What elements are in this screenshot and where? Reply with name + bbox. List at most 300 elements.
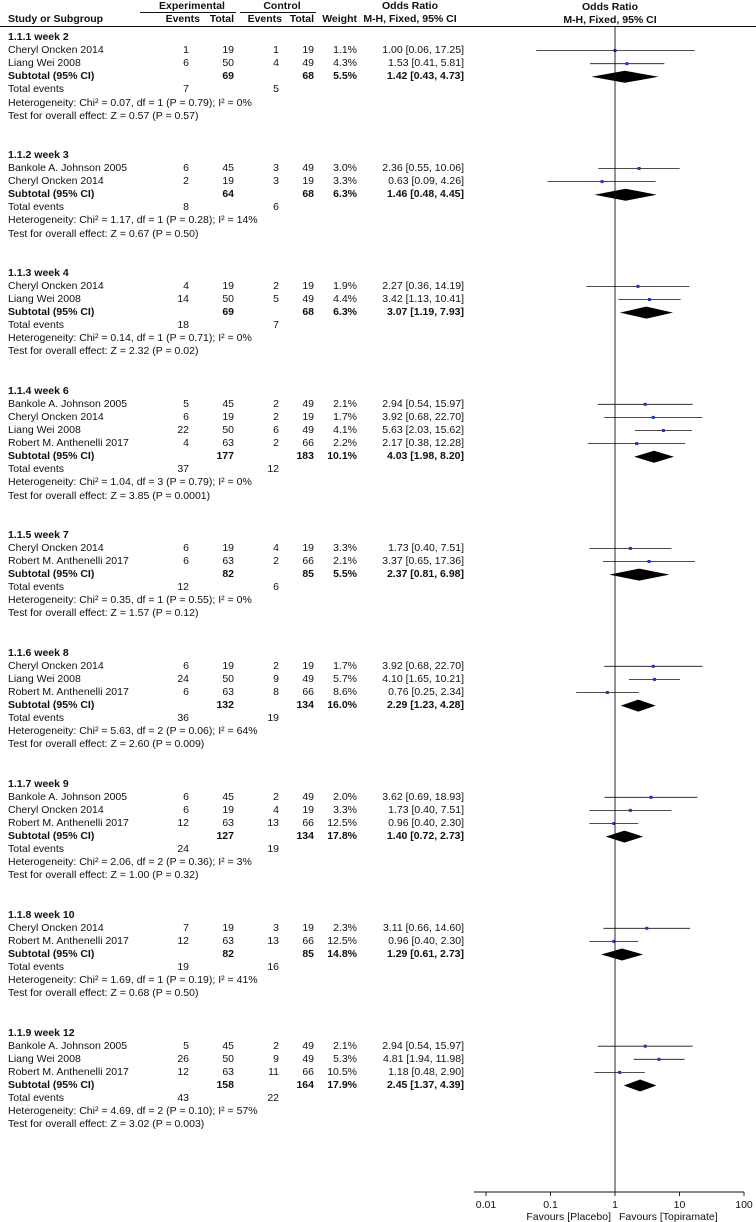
study-weight: 1.7% xyxy=(333,659,357,672)
study-weight: 2.1% xyxy=(333,1039,357,1052)
study-name: Cheryl Oncken 2014 xyxy=(8,175,104,188)
ctl-events: 2 xyxy=(273,555,279,567)
study-point xyxy=(636,285,639,288)
study-ci: 4.81 [1.94, 11.98] xyxy=(383,1052,464,1065)
ctl-total: 49 xyxy=(302,162,314,174)
study-weight: 2.3% xyxy=(333,921,357,934)
study-name: Liang Wei 2008 xyxy=(8,424,81,436)
study-name: Cheryl Oncken 2014 xyxy=(8,410,104,423)
ctl-events: 13 xyxy=(267,817,279,829)
study-name: Cheryl Oncken 2014 xyxy=(8,44,104,57)
study-weight: 4.3% xyxy=(333,57,357,70)
exp-events: 5 xyxy=(183,1039,189,1052)
study-name: Cheryl Oncken 2014 xyxy=(8,803,104,816)
study-name: Bankole A. Johnson 2005 xyxy=(8,790,128,803)
subgroup-label: 1.1.5 week 7 xyxy=(8,528,69,541)
ctl-total: 66 xyxy=(302,1065,314,1078)
study-weight: 2.1% xyxy=(333,555,357,567)
subtotal-ci: 4.03 [1.98, 8.20] xyxy=(386,450,464,463)
study-point xyxy=(629,547,632,550)
ctl-total: 66 xyxy=(302,934,314,947)
heterogeneity: Heterogeneity: Chi² = 0.35, df = 1 (P = 0.55); I² = 0% xyxy=(8,594,252,607)
ctl-total: 49 xyxy=(302,293,314,305)
overall-effect: Test for overall effect: Z = 1.00 (P = 0.32) xyxy=(8,869,199,882)
overall-effect: Test for overall effect: Z = 1.57 (P = 0.12) xyxy=(8,607,199,620)
subtotal-weight: 6.3% xyxy=(333,306,357,319)
exp-total: 19 xyxy=(222,410,234,423)
total-events-ctl: 12 xyxy=(267,463,279,476)
subtotal-label: Subtotal (95% CI) xyxy=(8,188,95,201)
exp-total: 45 xyxy=(222,162,234,174)
x-tick-label: 0.01 xyxy=(475,1199,497,1211)
exp-events: 7 xyxy=(183,921,189,934)
study-weight: 4.1% xyxy=(333,424,357,436)
subtotal-diamond xyxy=(609,569,669,581)
study-weight: 5.7% xyxy=(333,672,357,685)
study-point xyxy=(635,442,638,445)
study-point xyxy=(648,298,651,301)
study-weight: 3.3% xyxy=(333,541,357,554)
subtotal-exp-total: 132 xyxy=(216,699,234,712)
exp-total: 19 xyxy=(222,175,234,188)
study-name: Robert M. Anthenelli 2017 xyxy=(8,1065,129,1078)
exp-total: 50 xyxy=(222,672,234,685)
ctl-events: 8 xyxy=(273,686,279,698)
ctl-total: 49 xyxy=(302,790,314,803)
subtotal-diamond xyxy=(601,949,643,961)
overall-effect: Test for overall effect: Z = 0.68 (P = 0.50) xyxy=(8,987,199,1000)
subtotal-diamond xyxy=(624,1080,657,1092)
heterogeneity: Heterogeneity: Chi² = 5.63, df = 2 (P = 0.06); I² = 64% xyxy=(8,725,258,738)
ctl-total: 19 xyxy=(302,541,314,554)
total-events-label: Total events xyxy=(8,1092,65,1105)
total-events-label: Total events xyxy=(8,843,65,856)
subtotal-ctl-total: 68 xyxy=(302,306,314,319)
ctl-total: 66 xyxy=(302,686,314,698)
study-name: Cheryl Oncken 2014 xyxy=(8,921,104,934)
study-ci: 3.11 [0.66, 14.60] xyxy=(383,921,464,934)
subtotal-ctl-total: 164 xyxy=(296,1079,314,1091)
total-events-exp: 24 xyxy=(177,843,189,856)
study-weight: 4.4% xyxy=(333,293,357,305)
study-weight: 2.1% xyxy=(333,397,357,410)
total-events-label: Total events xyxy=(8,83,65,96)
total-events-label: Total events xyxy=(8,961,65,974)
ctl-events: 9 xyxy=(273,672,279,685)
subtotal-ci: 2.45 [1.37, 4.39] xyxy=(386,1079,464,1091)
overall-effect: Test for overall effect: Z = 0.67 (P = 0.50) xyxy=(8,227,199,240)
overall-effect: Test for overall effect: Z = 3.02 (P = 0.003) xyxy=(8,1118,205,1131)
total-events-label: Total events xyxy=(8,581,65,594)
exp-events: 12 xyxy=(177,1065,189,1078)
subtotal-diamond xyxy=(591,71,658,83)
study-ci: 2.36 [0.55, 10.06] xyxy=(382,162,464,174)
header-ctl-total: Total xyxy=(289,13,314,25)
subtotal-label: Subtotal (95% CI) xyxy=(8,306,95,319)
study-ci: 1.73 [0.40, 7.51] xyxy=(388,803,464,816)
ctl-total: 19 xyxy=(302,659,314,672)
study-point xyxy=(652,416,655,419)
ctl-total: 49 xyxy=(302,1052,314,1065)
subtotal-weight: 14.8% xyxy=(327,948,357,960)
total-events-label: Total events xyxy=(8,463,65,476)
exp-total: 63 xyxy=(222,1065,234,1078)
ctl-total: 66 xyxy=(302,555,314,567)
study-point xyxy=(652,665,655,668)
ctl-events: 5 xyxy=(273,293,279,305)
study-weight: 1.1% xyxy=(333,44,357,57)
study-point xyxy=(657,1058,660,1061)
study-point xyxy=(601,180,604,183)
ctl-events: 4 xyxy=(273,57,279,70)
header-ctl-events: Events xyxy=(247,13,282,25)
study-ci: 1.00 [0.06, 17.25] xyxy=(382,44,464,57)
study-point xyxy=(648,560,651,563)
total-events-exp: 19 xyxy=(177,961,189,974)
ctl-events: 3 xyxy=(273,921,279,934)
total-events-ctl: 5 xyxy=(273,83,279,96)
header-group-control: Control xyxy=(263,0,301,12)
heterogeneity: Heterogeneity: Chi² = 1.04, df = 3 (P = 0.79); I² = 0% xyxy=(8,476,252,489)
study-point xyxy=(638,167,641,170)
subtotal-weight: 17.9% xyxy=(327,1079,357,1091)
subtotal-ci: 3.07 [1.19, 7.93] xyxy=(386,306,464,319)
study-ci: 1.18 [0.48, 2.90] xyxy=(388,1065,464,1078)
subtotal-weight: 5.5% xyxy=(333,568,357,581)
ctl-total: 49 xyxy=(302,1039,314,1052)
overall-effect: Test for overall effect: Z = 3.85 (P = 0.0001) xyxy=(8,489,211,502)
subtotal-label: Subtotal (95% CI) xyxy=(8,830,95,843)
study-ci: 0.63 [0.09, 4.26] xyxy=(388,175,464,188)
subgroup-label: 1.1.1 week 2 xyxy=(8,31,69,43)
subgroup-label: 1.1.6 week 8 xyxy=(8,646,69,659)
study-ci: 3.42 [1.13, 10.41] xyxy=(382,293,464,305)
study-weight: 1.9% xyxy=(333,279,357,292)
exp-events: 12 xyxy=(177,817,189,829)
exp-total: 50 xyxy=(222,1052,234,1065)
subtotal-label: Subtotal (95% CI) xyxy=(8,70,95,83)
study-name: Liang Wei 2008 xyxy=(8,293,81,305)
total-events-exp: 7 xyxy=(183,83,189,96)
total-events-ctl: 7 xyxy=(273,319,279,332)
exp-total: 19 xyxy=(222,541,234,554)
exp-events: 24 xyxy=(177,672,189,685)
ctl-total: 19 xyxy=(302,803,314,816)
study-point xyxy=(650,796,653,799)
ctl-events: 2 xyxy=(273,437,279,450)
exp-events: 26 xyxy=(177,1052,189,1065)
study-point xyxy=(644,1045,647,1048)
study-point xyxy=(653,678,656,681)
total-events-exp: 18 xyxy=(177,319,189,332)
subtotal-ci: 2.37 [0.81, 6.98] xyxy=(386,568,464,581)
ctl-events: 4 xyxy=(273,541,279,554)
study-ci: 5.63 [2.03, 15.62] xyxy=(382,424,464,436)
subtotal-ctl-total: 85 xyxy=(302,568,314,581)
exp-total: 45 xyxy=(222,397,234,410)
total-events-ctl: 19 xyxy=(267,843,279,856)
subtotal-ctl-total: 134 xyxy=(296,699,314,712)
exp-total: 63 xyxy=(222,555,234,567)
ctl-events: 2 xyxy=(273,410,279,423)
total-events-exp: 43 xyxy=(177,1092,189,1105)
study-weight: 12.5% xyxy=(327,817,357,829)
total-events-exp: 36 xyxy=(177,712,189,725)
exp-events: 6 xyxy=(183,555,189,567)
total-events-label: Total events xyxy=(8,712,65,725)
study-point xyxy=(629,809,632,812)
subgroup-label: 1.1.7 week 9 xyxy=(8,777,69,790)
ctl-events: 3 xyxy=(273,162,279,174)
exp-events: 5 xyxy=(183,397,189,410)
ctl-total: 49 xyxy=(302,57,314,70)
study-name: Liang Wei 2008 xyxy=(8,57,81,70)
exp-events: 6 xyxy=(183,541,189,554)
study-name: Bankole A. Johnson 2005 xyxy=(8,397,128,410)
study-weight: 3.3% xyxy=(333,175,357,188)
x-tick-label: 1 xyxy=(612,1199,618,1211)
header-group-experimental: Experimental xyxy=(159,0,225,12)
ctl-events: 11 xyxy=(268,1065,279,1078)
study-ci: 1.73 [0.40, 7.51] xyxy=(388,541,464,554)
ctl-events: 3 xyxy=(273,175,279,188)
overall-effect: Test for overall effect: Z = 2.60 (P = 0.009) xyxy=(8,738,205,751)
study-name: Robert M. Anthenelli 2017 xyxy=(8,437,129,450)
study-name: Bankole A. Johnson 2005 xyxy=(8,1039,128,1052)
subtotal-label: Subtotal (95% CI) xyxy=(8,450,95,463)
study-weight: 5.3% xyxy=(333,1052,357,1065)
subtotal-ctl-total: 68 xyxy=(302,70,314,83)
subtotal-diamond xyxy=(620,307,673,319)
exp-events: 6 xyxy=(183,790,189,803)
total-events-ctl: 6 xyxy=(273,201,279,214)
total-events-label: Total events xyxy=(8,201,65,214)
ctl-total: 66 xyxy=(302,817,314,829)
exp-total: 19 xyxy=(222,44,234,57)
x-tick-label: 100 xyxy=(735,1199,753,1211)
header-or-title: Odds Ratio xyxy=(381,0,438,12)
study-point xyxy=(644,403,647,406)
exp-total: 45 xyxy=(222,790,234,803)
ctl-total: 66 xyxy=(302,437,314,450)
study-point xyxy=(618,1071,621,1074)
heterogeneity: Heterogeneity: Chi² = 2.06, df = 2 (P = 0.36); I² = 3% xyxy=(8,856,252,869)
header-study: Study or Subgroup xyxy=(8,13,104,25)
exp-total: 50 xyxy=(222,293,234,305)
plot-method: M-H, Fixed, 95% CI xyxy=(563,14,657,26)
study-name: Liang Wei 2008 xyxy=(8,672,81,685)
ctl-total: 49 xyxy=(302,424,314,436)
exp-total: 50 xyxy=(222,57,234,70)
study-ci: 3.37 [0.65, 17.36] xyxy=(382,555,464,567)
exp-total: 63 xyxy=(222,934,234,947)
subtotal-weight: 5.5% xyxy=(333,70,357,83)
exp-total: 63 xyxy=(222,817,234,829)
ctl-events: 2 xyxy=(273,279,279,292)
exp-total: 63 xyxy=(222,686,234,698)
study-ci: 2.94 [0.54, 15.97] xyxy=(382,1039,464,1052)
total-events-ctl: 19 xyxy=(267,712,279,725)
study-weight: 2.0% xyxy=(333,790,357,803)
subtotal-ctl-total: 183 xyxy=(296,450,314,463)
study-point xyxy=(625,62,628,65)
subtotal-label: Subtotal (95% CI) xyxy=(8,1079,95,1091)
study-name: Robert M. Anthenelli 2017 xyxy=(8,686,129,698)
header-exp-total: Total xyxy=(209,13,234,25)
study-ci: 0.96 [0.40, 2.30] xyxy=(388,817,464,829)
exp-total: 19 xyxy=(222,803,234,816)
study-ci: 0.76 [0.25, 2.34] xyxy=(388,686,464,698)
exp-events: 6 xyxy=(183,410,189,423)
subtotal-exp-total: 64 xyxy=(222,188,234,201)
header-exp-events: Events xyxy=(165,13,200,25)
study-ci: 3.92 [0.68, 22.70] xyxy=(382,410,464,423)
study-name: Cheryl Oncken 2014 xyxy=(8,279,104,292)
x-tick-label: 10 xyxy=(673,1199,686,1211)
heterogeneity: Heterogeneity: Chi² = 1.69, df = 1 (P = 0.19); I² = 41% xyxy=(8,974,258,987)
subtotal-ci: 1.29 [0.61, 2.73] xyxy=(386,948,464,960)
study-ci: 3.62 [0.69, 18.93] xyxy=(382,790,464,803)
heterogeneity: Heterogeneity: Chi² = 4.69, df = 2 (P = 0.10); I² = 57% xyxy=(8,1105,258,1118)
subtotal-exp-total: 69 xyxy=(222,70,234,83)
exp-events: 12 xyxy=(177,934,189,947)
study-name: Cheryl Oncken 2014 xyxy=(8,659,104,672)
ctl-events: 2 xyxy=(273,659,279,672)
total-events-ctl: 6 xyxy=(273,581,279,594)
subtotal-ci: 1.40 [0.72, 2.73] xyxy=(386,830,464,843)
overall-effect: Test for overall effect: Z = 2.32 (P = 0.02) xyxy=(8,345,199,358)
subtotal-ctl-total: 68 xyxy=(302,188,314,201)
study-name: Robert M. Anthenelli 2017 xyxy=(8,817,129,829)
ctl-total: 19 xyxy=(302,410,314,423)
ctl-total: 49 xyxy=(302,397,314,410)
exp-total: 19 xyxy=(222,279,234,292)
exp-events: 6 xyxy=(183,659,189,672)
subgroup-label: 1.1.4 week 6 xyxy=(8,384,69,397)
ctl-events: 2 xyxy=(273,790,279,803)
subtotal-exp-total: 82 xyxy=(222,948,234,960)
heterogeneity: Heterogeneity: Chi² = 1.17, df = 1 (P = 0.28); I² = 14% xyxy=(8,214,258,227)
exp-events: 6 xyxy=(183,162,189,174)
subtotal-weight: 16.0% xyxy=(327,699,357,712)
header-or-method: M-H, Fixed, 95% CI xyxy=(363,13,457,25)
exp-total: 50 xyxy=(222,424,234,436)
subtotal-ctl-total: 85 xyxy=(302,948,314,960)
study-weight: 10.5% xyxy=(327,1065,357,1078)
exp-events: 2 xyxy=(183,175,189,188)
exp-total: 45 xyxy=(222,1039,234,1052)
total-events-label: Total events xyxy=(8,319,65,332)
subtotal-weight: 17.8% xyxy=(327,830,357,843)
subtotal-diamond xyxy=(594,189,656,201)
ctl-total: 19 xyxy=(302,44,314,57)
exp-events: 6 xyxy=(183,803,189,816)
subtotal-diamond xyxy=(621,700,656,712)
subtotal-ctl-total: 134 xyxy=(296,830,314,843)
ctl-events: 9 xyxy=(273,1052,279,1065)
study-weight: 3.0% xyxy=(333,162,357,174)
study-weight: 1.7% xyxy=(333,410,357,423)
total-events-exp: 12 xyxy=(177,581,189,594)
study-weight: 3.3% xyxy=(333,803,357,816)
ctl-events: 1 xyxy=(273,44,279,57)
header-weight: Weight xyxy=(322,13,357,25)
subtotal-weight: 6.3% xyxy=(333,188,357,201)
exp-events: 14 xyxy=(177,293,189,305)
total-events-exp: 37 xyxy=(177,463,189,476)
study-name: Bankole A. Johnson 2005 xyxy=(8,162,128,174)
study-ci: 3.92 [0.68, 22.70] xyxy=(382,659,464,672)
subgroup-label: 1.1.8 week 10 xyxy=(8,908,75,921)
study-name: Robert M. Anthenelli 2017 xyxy=(8,934,129,947)
subtotal-exp-total: 82 xyxy=(222,568,234,581)
plot-title: Odds Ratio xyxy=(581,1,639,13)
study-ci: 2.94 [0.54, 15.97] xyxy=(382,397,464,410)
study-name: Robert M. Anthenelli 2017 xyxy=(8,555,129,567)
subtotal-label: Subtotal (95% CI) xyxy=(8,699,95,712)
exp-events: 6 xyxy=(183,686,189,698)
total-events-ctl: 16 xyxy=(267,961,279,974)
study-ci: 2.17 [0.38, 12.28] xyxy=(382,437,464,450)
subtotal-label: Subtotal (95% CI) xyxy=(8,948,95,960)
ctl-events: 2 xyxy=(273,1039,279,1052)
exp-total: 19 xyxy=(222,659,234,672)
ctl-events: 4 xyxy=(273,803,279,816)
study-weight: 12.5% xyxy=(327,934,357,947)
ctl-events: 13 xyxy=(267,934,279,947)
subtotal-ci: 1.42 [0.43, 4.73] xyxy=(386,70,464,83)
ctl-total: 19 xyxy=(302,921,314,934)
subtotal-exp-total: 127 xyxy=(216,830,234,843)
ctl-total: 19 xyxy=(302,279,314,292)
subtotal-diamond xyxy=(606,831,643,843)
exp-total: 19 xyxy=(222,921,234,934)
exp-events: 4 xyxy=(183,279,189,292)
heterogeneity: Heterogeneity: Chi² = 0.07, df = 1 (P = 0.79); I² = 0% xyxy=(8,96,252,109)
subtotal-exp-total: 158 xyxy=(216,1079,234,1091)
study-point xyxy=(606,691,609,694)
subtotal-exp-total: 69 xyxy=(222,306,234,319)
subgroup-label: 1.1.9 week 12 xyxy=(8,1026,75,1039)
total-events-ctl: 22 xyxy=(267,1092,279,1105)
exp-events: 1 xyxy=(183,44,189,57)
subtotal-weight: 10.1% xyxy=(327,450,357,463)
study-point xyxy=(645,927,648,930)
ctl-total: 19 xyxy=(302,175,314,188)
subtotal-diamond xyxy=(634,451,674,463)
study-point xyxy=(662,429,665,432)
subtotal-exp-total: 177 xyxy=(216,450,234,463)
exp-events: 4 xyxy=(183,437,189,450)
overall-effect: Test for overall effect: Z = 0.57 (P = 0.57) xyxy=(8,109,199,122)
exp-events: 22 xyxy=(177,424,189,436)
favours-left: Favours [Placebo] xyxy=(526,1211,611,1222)
study-ci: 1.53 [0.41, 5.81] xyxy=(388,57,464,70)
study-name: Liang Wei 2008 xyxy=(8,1052,81,1065)
subtotal-ci: 1.46 [0.48, 4.45] xyxy=(386,188,464,201)
study-ci: 2.27 [0.36, 14.19] xyxy=(382,279,464,292)
study-weight: 8.6% xyxy=(333,686,357,698)
subtotal-label: Subtotal (95% CI) xyxy=(8,568,95,581)
study-name: Cheryl Oncken 2014 xyxy=(8,541,104,554)
exp-total: 63 xyxy=(222,437,234,450)
subgroup-label: 1.1.2 week 3 xyxy=(8,148,69,161)
subtotal-ci: 2.29 [1.23, 4.28] xyxy=(386,699,464,712)
study-ci: 4.10 [1.65, 10.21] xyxy=(382,672,464,685)
ctl-events: 2 xyxy=(273,397,279,410)
ctl-events: 6 xyxy=(273,424,279,436)
favours-right: Favours [Topiramate] xyxy=(619,1211,718,1222)
